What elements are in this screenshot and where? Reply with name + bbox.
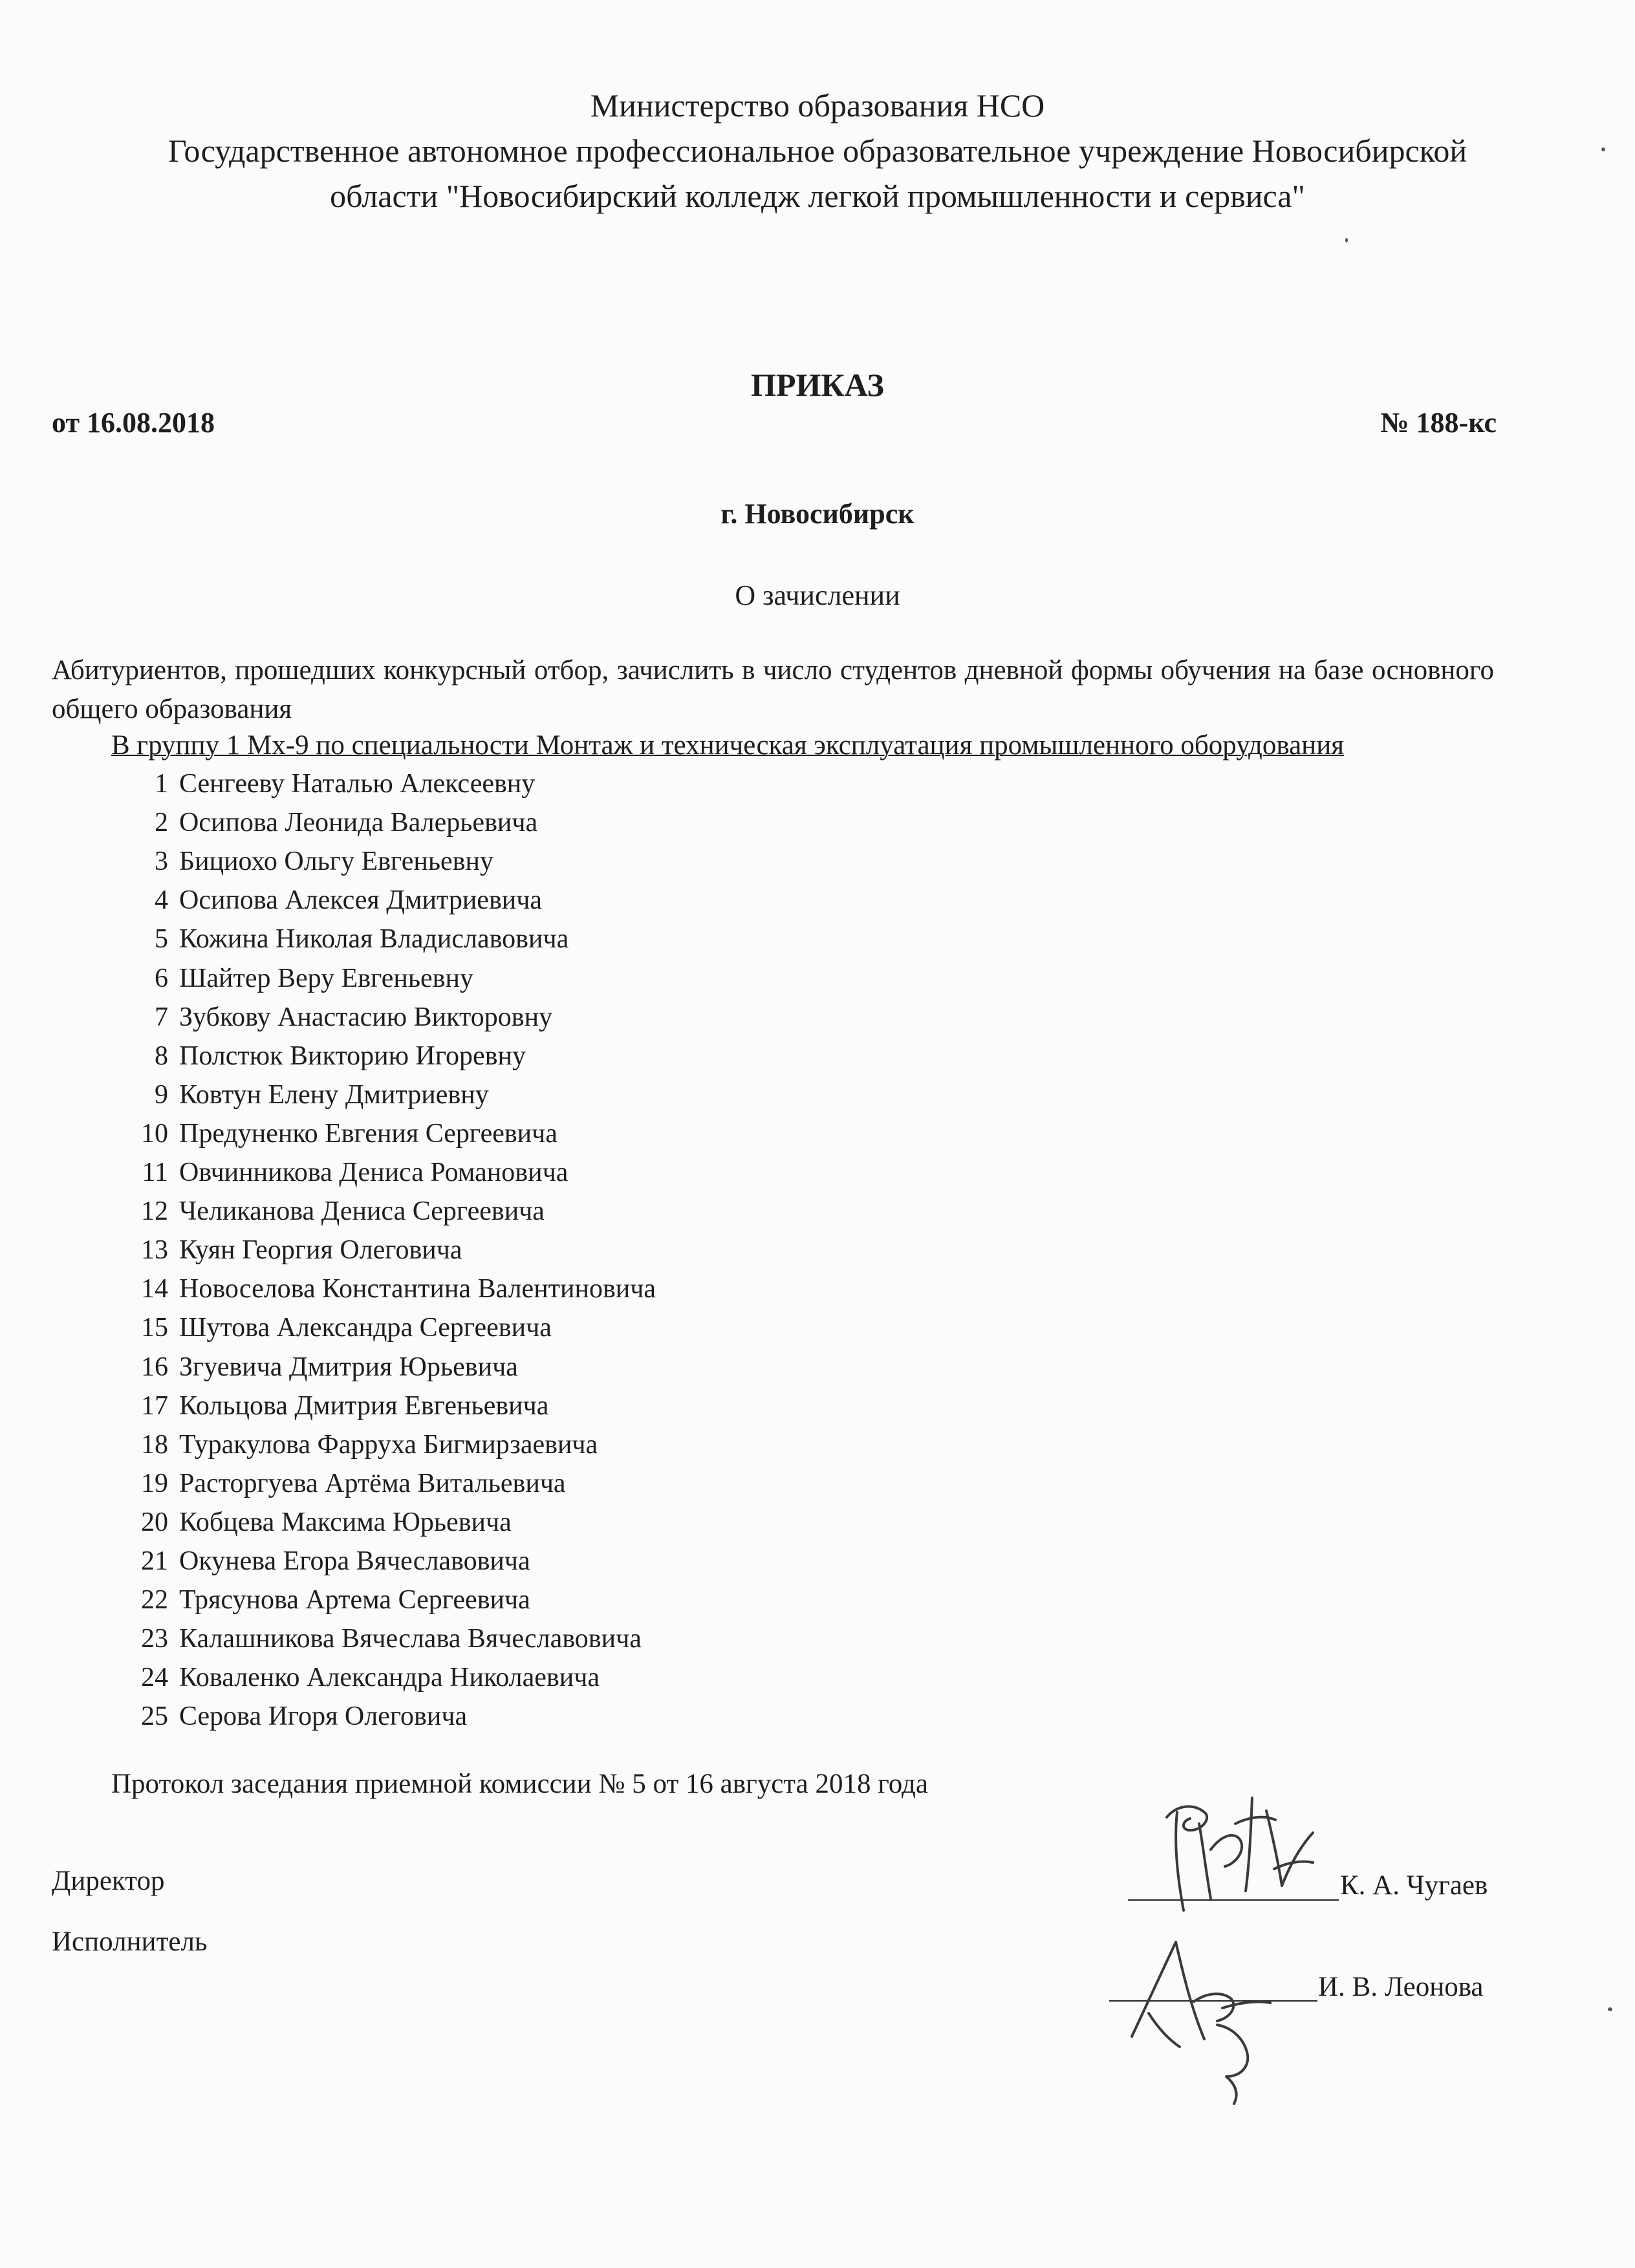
student-name: Кожина Николая Владиславовича	[179, 924, 569, 955]
enrollment-paragraph: Абитуриентов, прошедших конкурсный отбор, зачислить в число студентов дневной формы обучения на базе основного общего образования	[52, 655, 1494, 724]
student-name: Коваленко Александра Николаевича	[179, 1663, 600, 1693]
student-number: 2	[155, 808, 168, 838]
director-label: Директор	[52, 1866, 165, 1896]
student-number: 12	[141, 1196, 168, 1227]
student-name: Челиканова Дениса Сергеевича	[179, 1196, 545, 1227]
student-number: 16	[141, 1352, 168, 1382]
student-number: 3	[155, 847, 168, 877]
student-number: 21	[141, 1546, 168, 1576]
protocol-line: Протокол заседания приемной комиссии № 5 от 16 августа 2018 года	[111, 1769, 928, 1799]
director-name: К. А. Чугаев	[1340, 1870, 1488, 1901]
student-name: Шайтер Веру Евгеньевну	[179, 963, 473, 993]
student-number: 15	[141, 1313, 168, 1343]
student-name: Куян Георгия Олеговича	[179, 1235, 462, 1266]
order-number: № 188-кс	[1380, 407, 1497, 438]
order-title: ПРИКАЗ	[751, 367, 884, 403]
director-handwritten-signature	[1138, 1772, 1332, 1927]
student-number: 6	[155, 963, 168, 993]
scan-speck	[1601, 147, 1605, 151]
student-number: 24	[141, 1663, 168, 1693]
student-number: 19	[141, 1468, 168, 1498]
student-number: 17	[141, 1390, 168, 1421]
student-name: Зубкову Анастасию Викторовну	[179, 1002, 553, 1032]
ministry-name: Министерство образования НСО	[590, 87, 1045, 124]
student-number: 22	[141, 1585, 168, 1615]
student-number: 9	[155, 1079, 168, 1110]
student-number: 5	[155, 924, 168, 955]
student-name: Сенгееву Наталью Алексеевну	[179, 769, 536, 799]
student-name: Кольцова Дмитрия Евгеньевича	[179, 1390, 549, 1421]
student-number: 1	[155, 769, 168, 799]
order-subject: О зачислении	[735, 579, 900, 611]
student-name: Шутова Александра Сергеевича	[179, 1313, 552, 1343]
student-name: Туракулова Фарруха Бигмирзаевича	[179, 1429, 598, 1460]
executor-handwritten-signature	[1112, 1930, 1306, 2111]
student-name: Ковтун Елену Дмитриевну	[179, 1079, 489, 1110]
student-number: 18	[141, 1429, 168, 1460]
student-name: Калашникова Вячеслава Вячеславовича	[179, 1624, 642, 1654]
executor-label: Исполнитель	[52, 1927, 208, 1957]
student-name: Серова Игоря Олеговича	[179, 1701, 468, 1732]
student-name: Новоселова Константина Валентиновича	[179, 1274, 656, 1304]
executor-name: И. В. Леонова	[1318, 1972, 1484, 2002]
student-name: Згуевича Дмитрия Юрьевича	[179, 1352, 518, 1382]
student-name: Кобцева Максима Юрьевича	[179, 1507, 512, 1537]
student-number: 13	[141, 1235, 168, 1266]
student-number: 20	[141, 1507, 168, 1537]
student-name: Полстюк Викторию Игоревну	[179, 1041, 526, 1071]
student-number: 25	[141, 1701, 168, 1732]
scan-speck	[1608, 2007, 1612, 2011]
group-line: В группу 1 Мх-9 по специальности Монтаж и техническая эксплуатация промышленного оборудования	[111, 730, 1344, 761]
student-name: Овчинникова Дениса Романовича	[179, 1158, 568, 1187]
scan-speck	[1345, 238, 1348, 243]
student-name: Расторгуева Артёма Витальевича	[179, 1468, 566, 1498]
student-number: 4	[155, 885, 168, 916]
student-name: Предуненко Евгения Сергеевича	[179, 1118, 558, 1149]
student-name: Трясунова Артема Сергеевича	[179, 1585, 530, 1615]
order-date: от 16.08.2018	[52, 407, 215, 438]
institution-name-line-1: Государственное автономное профессиональное образовательное учреждение Новосибирской	[168, 133, 1467, 169]
student-number: 14	[141, 1274, 168, 1304]
student-name: Бициохо Ольгу Евгеньевну	[179, 847, 493, 877]
student-number: 10	[141, 1118, 168, 1149]
student-name: Осипова Алексея Дмитриевича	[179, 885, 543, 916]
student-name: Окунева Егора Вячеславовича	[179, 1546, 530, 1576]
institution-name-line-2: области "Новосибирский колледж легкой промышленности и сервиса"	[330, 178, 1305, 214]
order-city: г. Новосибирск	[720, 498, 915, 530]
student-number: 7	[155, 1002, 168, 1032]
student-number: 8	[155, 1041, 168, 1071]
student-name: Осипова Леонида Валерьевича	[179, 808, 538, 838]
student-number: 11	[142, 1158, 168, 1187]
student-number: 23	[141, 1624, 168, 1654]
